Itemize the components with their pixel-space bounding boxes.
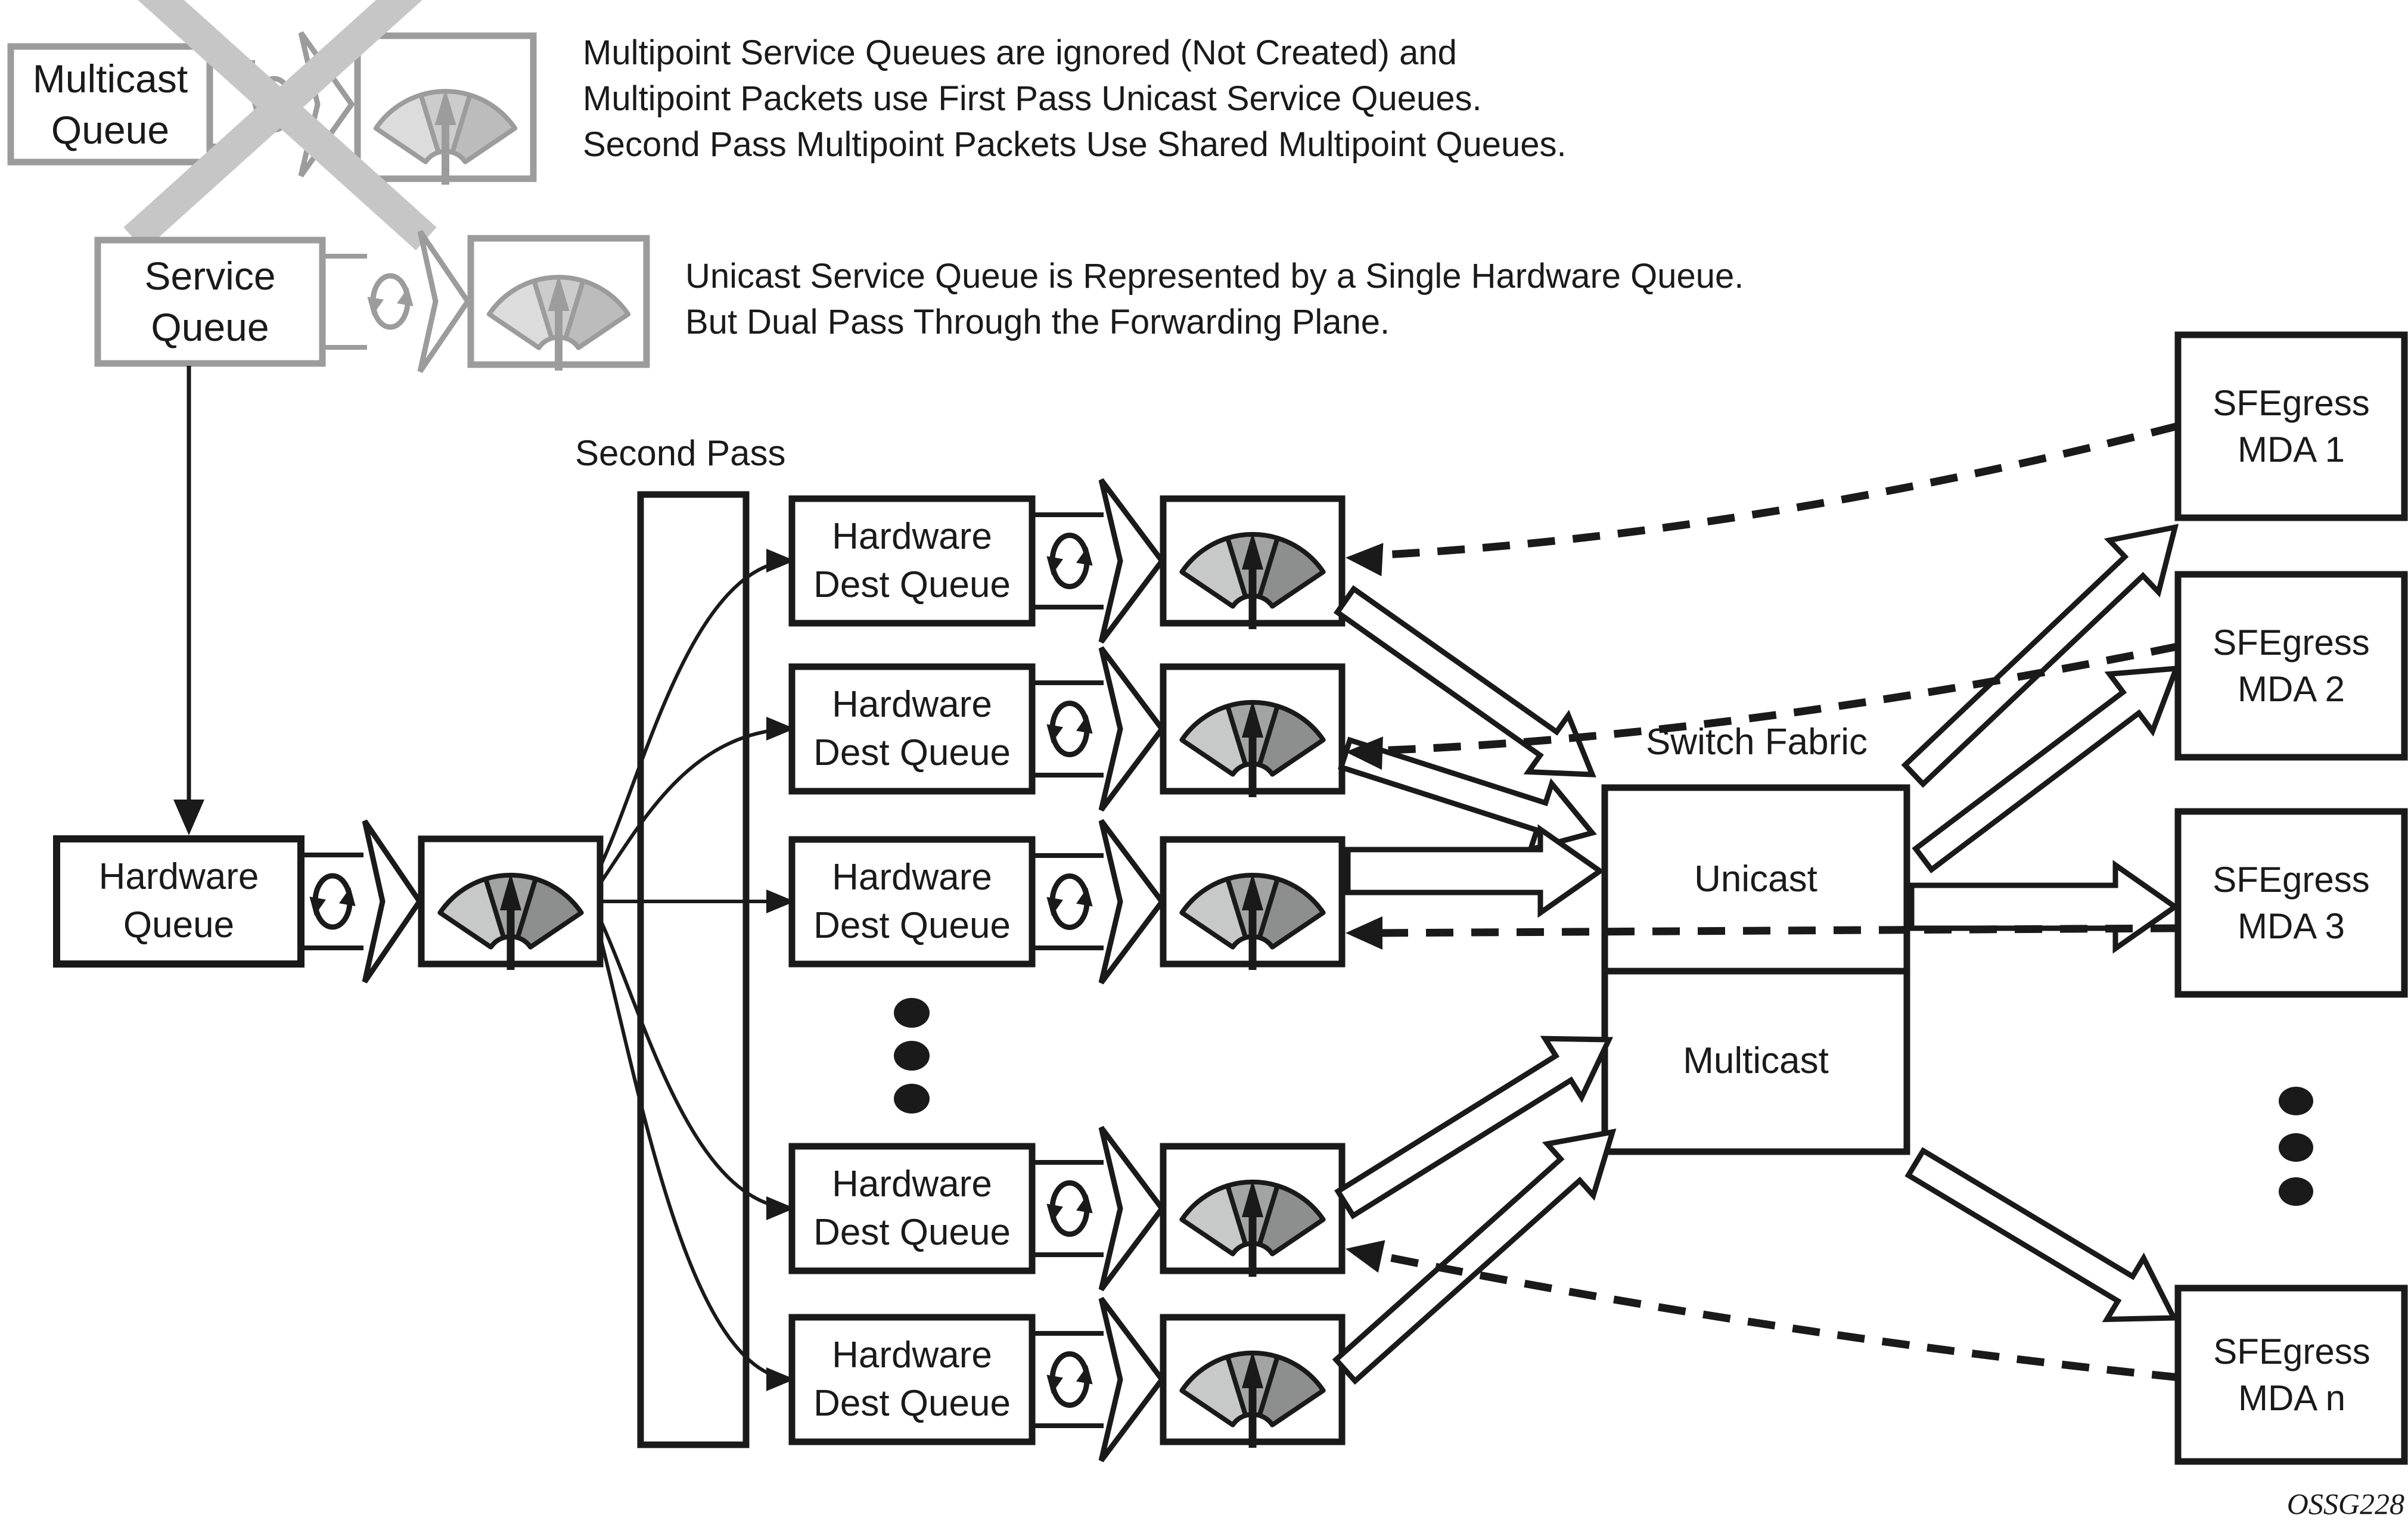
sfegress-mda-3-label: SFEgress MDA 3 [2213, 859, 2370, 946]
dest-meter-icon-2 [1163, 667, 1342, 797]
fabric-unicast-label: Unicast [1694, 858, 1817, 900]
dest-cycle-icon-2 [1046, 704, 1092, 755]
dest-meter-icon-1 [1163, 499, 1342, 629]
unicast-note: Unicast Service Queue is Represented by a Single Hardware Queue. But Dual Pass Through the Forwarding Plane. [685, 257, 1744, 341]
dashed-path [1375, 1255, 2179, 1377]
flow-arrow [1916, 668, 2176, 870]
dest-arrow-icon-4 [1101, 1128, 1162, 1290]
hardware-dest-queue-label-2: Hardware Dest Queue [813, 683, 1011, 773]
dashed-path [1375, 426, 2178, 555]
chevron [365, 821, 420, 982]
chevron [1101, 1128, 1162, 1290]
sfegress-mda-2-label: SFEgress MDA 2 [2213, 622, 2370, 709]
fabric-to-mda1-arrow [1905, 527, 2175, 784]
chevron [420, 232, 468, 372]
dashed-feedback-line-1 [1346, 426, 2178, 576]
dot [2279, 1177, 2313, 1206]
first-pass-arrow-icon [365, 821, 420, 982]
dest-meter-icon-4 [1163, 1146, 1342, 1277]
multicast-queue-legend-label: Multicast Queue [32, 57, 188, 152]
second-pass-rect [641, 495, 746, 1445]
hardware-queue-label: Hardware Queue [98, 856, 259, 946]
hardware-dest-queue-label-4: Hardware Dest Queue [813, 1163, 1011, 1253]
dot [2279, 1087, 2313, 1115]
legend-service-arrow-icon [420, 232, 468, 372]
legend-service-meter-icon [471, 238, 647, 371]
sfegress-mda-1-label: SFEgress MDA 1 [2213, 382, 2370, 469]
chevron [1101, 648, 1162, 810]
figure-id: OSSG228 [2286, 1487, 2404, 1520]
dot [894, 1084, 930, 1114]
chevron [1101, 1299, 1162, 1461]
unicast-to-mda3-arrow [1912, 865, 2175, 948]
dest-meter-icon-3 [1163, 839, 1342, 970]
dot [894, 1041, 930, 1071]
arrowhead [1346, 543, 1383, 576]
second-pass-bar [641, 495, 746, 1445]
hardware-dest-queue-label-5: Hardware Dest Queue [813, 1334, 1011, 1424]
chevron [1101, 480, 1162, 642]
arrowhead [1346, 1240, 1385, 1273]
dest-cycle-icon-1 [1046, 536, 1092, 587]
switch-fabric-title: Switch Fabric [1645, 721, 1868, 763]
dot [894, 998, 930, 1028]
first-pass-cycle-icon [309, 876, 355, 927]
mda-ellipsis [2279, 1087, 2313, 1206]
dest-meter-icon-5 [1163, 1317, 1342, 1448]
dot [2279, 1133, 2313, 1162]
legend-multicast-meter-icon [358, 36, 533, 185]
hardware-dest-queue-label-1: Hardware Dest Queue [813, 515, 1011, 605]
dest-cycle-icon-4 [1046, 1183, 1092, 1234]
second-pass-label: Second Pass [575, 433, 786, 473]
fabric-multicast-label: Multicast [1683, 1040, 1829, 1082]
fabric-to-mda2-arrow [1916, 668, 2176, 870]
meter3-to-fabric-arrow [1348, 829, 1600, 913]
dest-arrow-icon-3 [1101, 821, 1162, 983]
flow-arrow [1912, 865, 2175, 948]
arrowhead [173, 800, 204, 835]
legend-service-cycle-icon [367, 276, 413, 327]
hardware-dest-queue-label-3: Hardware Dest Queue [813, 856, 1011, 946]
service-queue-legend-label: Service Queue [144, 254, 276, 349]
dest-queue-ellipsis [894, 998, 930, 1114]
flow-arrow [1909, 1150, 2174, 1319]
multicast-to-mdan-arrow [1909, 1150, 2174, 1319]
service-to-hardware-arrow [173, 366, 204, 835]
dest-cycle-icon-5 [1046, 1354, 1092, 1405]
dest-cycle-icon-3 [1046, 876, 1092, 928]
arrowhead [1346, 916, 1382, 950]
first-pass-meter-icon [421, 839, 600, 970]
dest-arrow-icon-5 [1101, 1299, 1162, 1461]
flow-arrow [1905, 527, 2175, 784]
dest-arrow-icon-1 [1101, 480, 1162, 642]
sfegress-mda-n-label: SFEgress MDA n [2213, 1331, 2370, 1418]
dest-arrow-icon-2 [1101, 648, 1162, 810]
flow-arrow [1348, 829, 1600, 913]
multipoint-note: Multipoint Service Queues are ignored (Not Created) and Multipoint Packets use First Pass Unicast Service Queues. Second Pass Multipoint Packets Use Shared Multipoint Queues. [583, 33, 1567, 164]
chevron [1101, 821, 1162, 983]
